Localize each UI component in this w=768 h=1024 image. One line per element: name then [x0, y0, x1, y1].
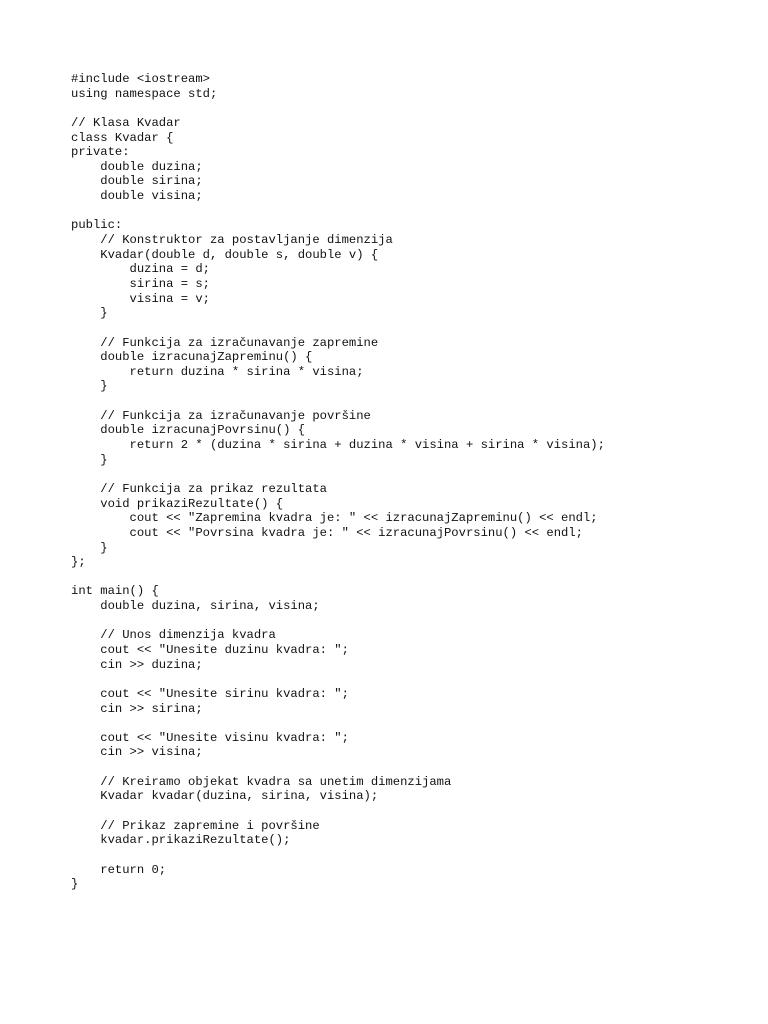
code-line	[71, 467, 605, 482]
code-line: public:	[71, 218, 123, 233]
code-line: // Funkcija za prikaz rezultata	[71, 481, 327, 496]
code-line: double visina;	[71, 189, 203, 204]
code-line: return duzina * sirina * visina;	[71, 364, 364, 379]
code-line	[71, 321, 605, 336]
code-line: }	[71, 379, 108, 394]
code-line: }	[71, 877, 79, 892]
code-line: kvadar.prikaziRezultate();	[71, 833, 291, 848]
code-line	[71, 101, 605, 116]
code-line: }	[71, 452, 108, 467]
code-line: // Klasa Kvadar	[71, 115, 181, 130]
code-line	[71, 804, 605, 819]
code-line: class Kvadar {	[71, 130, 174, 145]
code-line: int main() {	[71, 584, 159, 599]
code-line: // Funkcija za izračunavanje zapremine	[71, 335, 379, 350]
code-line: return 0;	[71, 862, 167, 877]
code-line: cin >> duzina;	[71, 657, 203, 672]
code-line	[71, 672, 605, 687]
code-line: double izracunajZapreminu() {	[71, 350, 313, 365]
code-line: // Konstruktor za postavljanje dimenzija	[71, 233, 393, 248]
code-line: Kvadar(double d, double s, double v) {	[71, 247, 379, 262]
code-line: Kvadar kvadar(duzina, sirina, visina);	[71, 789, 379, 804]
code-line: cin >> sirina;	[71, 701, 203, 716]
code-line	[71, 204, 605, 219]
code-line: sirina = s;	[71, 276, 210, 291]
code-line: double izracunajPovrsinu() {	[71, 423, 306, 438]
code-line: #include <iostream>	[71, 72, 210, 86]
code-line: // Funkcija za izračunavanje površine	[71, 408, 371, 423]
code-line	[71, 394, 605, 409]
code-line: using namespace std;	[71, 86, 218, 101]
code-line: cout << "Povrsina kvadra je: " << izracunajPovrsinu() << endl;	[71, 525, 583, 540]
code-line: }	[71, 306, 108, 321]
code-line: duzina = d;	[71, 262, 210, 277]
code-line	[71, 570, 605, 585]
code-line: // Unos dimenzija kvadra	[71, 628, 276, 643]
code-line: // Kreiramo objekat kvadra sa unetim dimenzijama	[71, 774, 452, 789]
code-line	[71, 848, 605, 863]
code-line: cout << "Unesite duzinu kvadra: ";	[71, 642, 349, 657]
code-line: visina = v;	[71, 291, 210, 306]
code-line: double sirina;	[71, 174, 203, 189]
code-line: }	[71, 540, 108, 555]
code-line: return 2 * (duzina * sirina + duzina * visina + sirina * visina);	[71, 438, 605, 453]
code-block	[71, 72, 605, 892]
code-line: cout << "Zapremina kvadra je: " << izracunajZapreminu() << endl;	[71, 511, 598, 526]
code-line: double duzina;	[71, 159, 203, 174]
code-line: };	[71, 555, 86, 570]
code-line: cout << "Unesite visinu kvadra: ";	[71, 730, 349, 745]
code-line: void prikaziRezultate() {	[71, 496, 284, 511]
code-line: double duzina, sirina, visina;	[71, 599, 320, 614]
code-line: cout << "Unesite sirinu kvadra: ";	[71, 686, 349, 701]
code-line	[71, 614, 605, 629]
code-line	[71, 716, 605, 731]
code-line	[71, 760, 605, 775]
code-line: private:	[71, 145, 130, 160]
code-line: cin >> visina;	[71, 745, 203, 760]
code-line: // Prikaz zapremine i površine	[71, 818, 320, 833]
